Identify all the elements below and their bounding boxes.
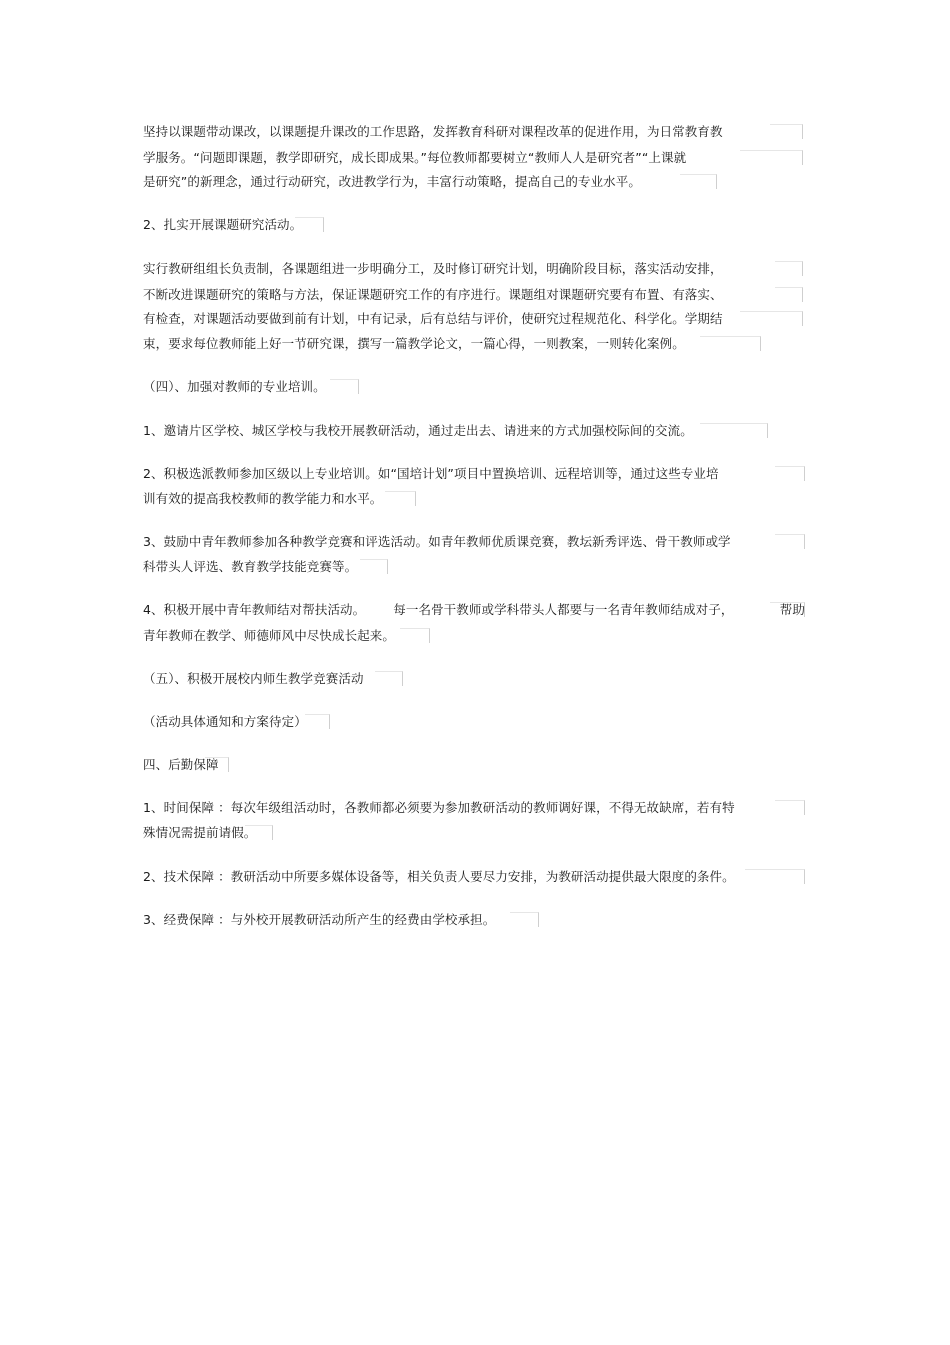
paragraph-line: 束，要求每位教师能上好一节研究课，撰写一篇教学论文，一篇心得，一则教案，一则转化案例。 bbox=[143, 336, 685, 351]
list-item: 2、积极选派教师参加区级以上专业培训。如“国培计划”项目中置换培训、远程培训等，通过这些专业培 bbox=[143, 466, 719, 481]
table-cell-edge bbox=[745, 869, 805, 884]
table-cell-edge bbox=[330, 379, 359, 394]
table-cell-edge bbox=[375, 671, 403, 686]
table-cell-edge bbox=[510, 912, 539, 927]
table-cell-edge bbox=[385, 491, 416, 506]
section-heading: 2、扎实开展课题研究活动。 bbox=[143, 217, 303, 232]
list-item: 1、时间保障 ：每次年级组活动时，各教师都必须要为参加教研活动的教师调好课，不得无故缺席，若有特 bbox=[143, 800, 735, 815]
table-cell-edge bbox=[700, 336, 761, 351]
table-cell-edge bbox=[245, 825, 273, 840]
table-cell-edge bbox=[740, 311, 803, 326]
list-item: 青年教师在教学、师德师风中尽快成长起来。 bbox=[143, 628, 396, 643]
table-cell-edge bbox=[680, 174, 717, 189]
note-text: （活动具体通知和方案待定） bbox=[143, 714, 307, 729]
table-cell-edge bbox=[770, 602, 805, 617]
list-item: 3、经费保障 ：与外校开展教研活动所产生的经费由学校承担。 bbox=[143, 912, 496, 927]
table-cell-edge bbox=[205, 757, 229, 772]
table-cell-edge bbox=[305, 714, 330, 729]
table-cell-edge bbox=[775, 261, 803, 276]
table-cell-edge bbox=[770, 124, 803, 139]
table-cell-edge bbox=[400, 628, 430, 643]
list-item: 1、邀请片区学校、城区学校与我校开展教研活动，通过走出去、请进来的方式加强校际间的交流。 bbox=[143, 423, 693, 438]
paragraph-line: 不断改进课题研究的策略与方法，保证课题研究工作的有序进行。课题组对课题研究要有布置、有落实、 bbox=[143, 287, 723, 302]
section-heading: 四、后勤保障 bbox=[143, 757, 219, 772]
table-cell-edge bbox=[700, 423, 768, 438]
table-cell-edge bbox=[775, 800, 805, 815]
paragraph-line: 学服务。“问题即课题，教学即研究，成长即成果。”每位教师都要树立“教师人人是研究者”“上课就 bbox=[143, 150, 687, 165]
table-cell-edge bbox=[775, 534, 805, 549]
paragraph-line: 有检查，对课题活动要做到前有计划，中有记录，后有总结与评价，使研究过程规范化、科学化。学期结 bbox=[143, 311, 723, 326]
list-item: 殊情况需提前请假。 bbox=[143, 825, 257, 840]
list-item: 科带头人评选、教育教学技能竞赛等。 bbox=[143, 559, 358, 574]
section-heading: （五）、积极开展校内师生教学竞赛活动 bbox=[143, 671, 364, 686]
list-item bbox=[143, 602, 805, 618]
list-item: 2、技术保障 ：教研活动中所要多媒体设备等，相关负责人要尽力安排，为教研活动提供最大限度的条件。 bbox=[143, 869, 735, 884]
table-cell-edge bbox=[740, 150, 803, 165]
paragraph-line: 是研究”的新理念，通过行动研究，改进教学行为，丰富行动策略，提高自己的专业水平。 bbox=[143, 174, 641, 189]
list-item: 训有效的提高我校教师的教学能力和水平。 bbox=[143, 491, 383, 506]
list-item-tail: 帮助 bbox=[779, 602, 805, 617]
paragraph-line: 坚持以课题带动课改，以课题提升课改的工作思路，发挥教育科研对课程改革的促进作用，为日常教育教 bbox=[143, 124, 723, 139]
paragraph-line: 实行教研组组长负责制，各课题组进一步明确分工，及时修订研究计划，明确阶段目标，落实活动安排， bbox=[143, 261, 723, 276]
list-item-lead: 4、积极开展中青年教师结对帮扶活动。 bbox=[143, 602, 366, 617]
table-cell-edge bbox=[360, 559, 388, 574]
table-cell-edge bbox=[295, 217, 324, 232]
list-item: 3、鼓励中青年教师参加各种教学竞赛和评选活动。如青年教师优质课竞赛，教坛新秀评选、骨干教师或学 bbox=[143, 534, 731, 549]
list-item-body: 每一名骨干教师或学科带头人都要与一名青年教师结成对子， bbox=[393, 602, 734, 617]
table-cell-edge bbox=[775, 466, 805, 481]
table-cell-edge bbox=[775, 287, 803, 302]
section-heading: （四）、加强对教师的专业培训。 bbox=[143, 379, 326, 394]
